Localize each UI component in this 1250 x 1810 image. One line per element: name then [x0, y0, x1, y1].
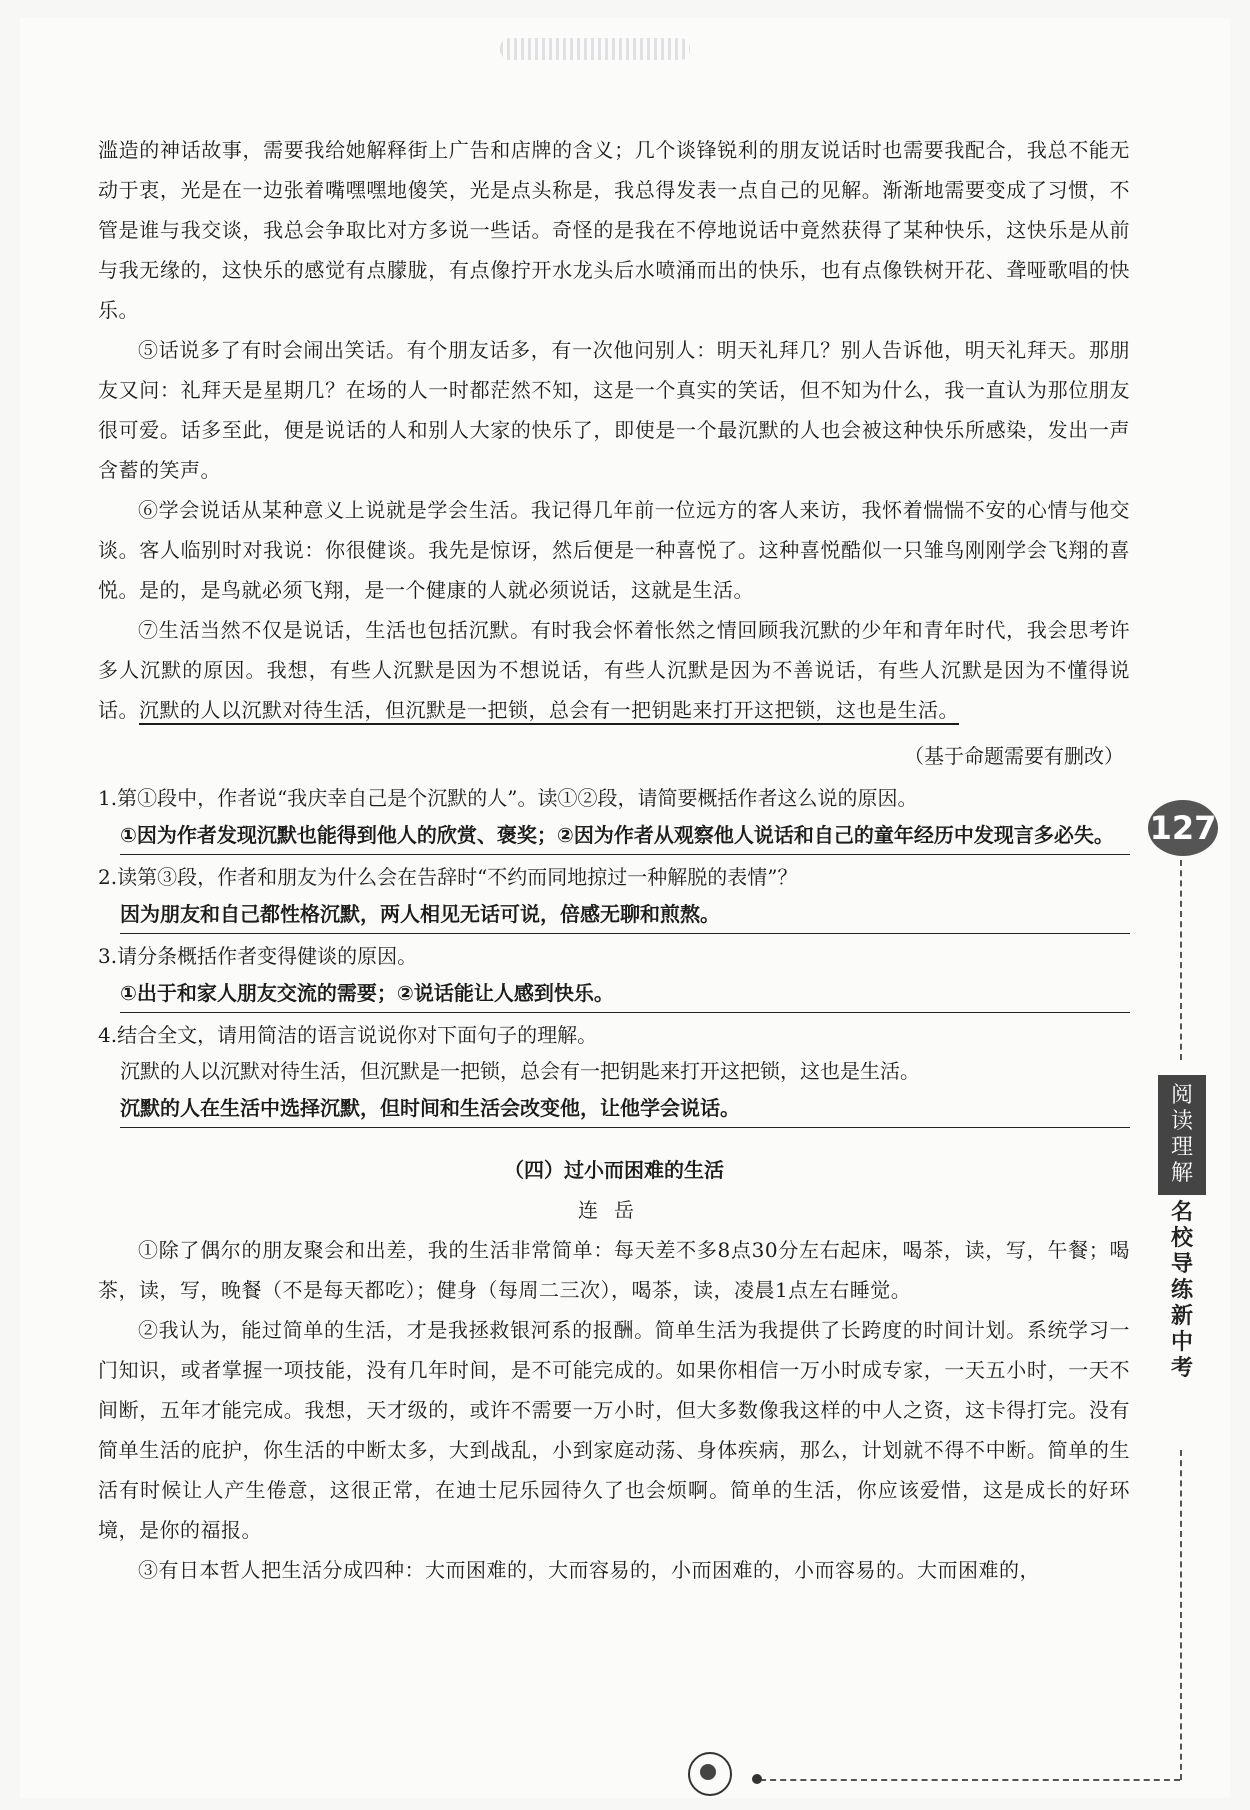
- section-tab-label: 阅读理解: [1170, 1083, 1193, 1186]
- sidebar-dashed-line-lower: [1180, 1450, 1182, 1780]
- sidebar-dashed-line: [1180, 860, 1182, 1060]
- section-author: 连岳: [578, 1198, 650, 1222]
- section-paragraph-3: ③有日本哲人把生活分成四种：大而困难的，大而容易的，小而困难的，小而容易的。大而困难的，: [138, 1558, 1040, 1582]
- publisher-logo-icon: [688, 1752, 732, 1796]
- paragraph-6: ⑥学会说话从某种意义上说就是学会生活。我记得几年前一位远方的客人来访，我怀着惴惴不安的心情与他交谈。客人临别时对我说：你很健谈。我先是惊讶，然后便是一种喜悦了。这种喜悦酷似一只雏鸟刚刚学会飞翔的喜悦。是的，是鸟就必须飞翔，是一个健康的人就必须说话，这就是生活。: [98, 498, 1130, 602]
- answer-4: 沉默的人在生活中选择沉默，但时间和生活会改变他，让他学会说话。: [120, 1089, 1130, 1128]
- question-2: 2.读第③段，作者和朋友为什么会在告辞时“不约而同地掠过一种解脱的表情”？: [98, 865, 798, 889]
- paragraph-7: [98, 610, 1130, 730]
- paragraph-5: ⑤话说多了有时会闹出笑话。有个朋友话多，有一次他问别人：明天礼拜几？别人告诉他，明天礼拜天。那朋友又问：礼拜天是星期几？在场的人一时都茫然不知，这是一个真实的笑话，但不知为什么，我一直认为那位朋友很可爱。话多至此，便是说话的人和别人大家的快乐了，即使是一个最沉默的人也会被这种快乐所感染，发出一声含蓄的笑声。: [98, 338, 1130, 482]
- footer-dashed-line: [760, 1779, 1180, 1781]
- brand-label: [1158, 1200, 1206, 1440]
- section-paragraph-2: ②我认为，能过简单的生活，才是我拯救银河系的报酬。简单生活为我提供了长跨度的时间计划。系统学习一门知识，或者掌握一项技能，没有几年时间，是不可能完成的。如果你相信一万小时成专家，一天五小时，一天不间断，五年才能完成。我想，天才级的，或许不需要一万小时，但大多数像我这样的中人之资，这卡得打完。没有简单生活的庇护，你生活的中断太多，大到战乱，小到家庭动荡、身体疾病，那么，计划就不得不中断。简单的生活有时候让人产生倦意，这很正常，在迪士尼乐园待久了也会烦啊。简单的生活，你应该爱惜，这是成长的好环境，是你的福报。: [98, 1318, 1130, 1542]
- question-4-quote: 沉默的人以沉默对待生活，但沉默是一把锁，总会有一把钥匙来打开这把锁，这也是生活。: [120, 1059, 920, 1083]
- answer-3: ①出于和家人朋友交流的需要；②说话能让人感到快乐。: [120, 974, 1130, 1013]
- answer-1: ①因为作者发现沉默也能得到他人的欣赏、褒奖；②因为作者从观察他人说话和自己的童年经历中发现言多必失。: [120, 816, 1130, 855]
- section-paragraph-1: ①除了偶尔的朋友聚会和出差，我的生活非常简单：每天差不多8点30分左右起床，喝茶，读，写，午餐；喝茶，读，写，晚餐（不是每天都吃）；健身（每周二三次），喝茶，读，凌晨1点左右睡觉。: [98, 1238, 1130, 1302]
- section-tab: [1158, 1075, 1206, 1195]
- question-3: 3.请分条概括作者变得健谈的原因。: [98, 944, 418, 968]
- question-4: 4.结合全文，请用简洁的语言说说你对下面句子的理解。: [98, 1023, 598, 1047]
- section-title: （四）过小而困难的生活: [504, 1158, 724, 1182]
- main-content: [98, 130, 1130, 1590]
- paragraph-7-text: ⑦生活当然不仅是说话，生活也包括沉默。有时我会怀着怅然之情回顾我沉默的少年和青年时代，我会思考许多人沉默的原因。我想，有些人沉默是因为不想说话，有些人沉默是因为不善说话，有些人沉默是因为不懂得说话。: [98, 618, 1130, 722]
- footer-dot: [752, 1774, 762, 1784]
- question-1: 1.第①段中，作者说“我庆幸自己是个沉默的人”。读①②段，请简要概括作者这么说的原因。: [98, 786, 918, 810]
- page-number-badge: 127: [1148, 800, 1218, 856]
- scan-artifact: [500, 38, 690, 60]
- paragraph-continued: 滥造的神话故事，需要我给她解释街上广告和店牌的含义；几个谈锋锐利的朋友说话时也需要我配合，我总不能无动于衷，光是在一边张着嘴嘿嘿地傻笑，光是点头称是，我总得发表一点自己的见解。渐渐地需要变成了习惯，不管是谁与我交谈，我总会争取比对方多说一些话。奇怪的是我在不停地说话中竟然获得了某种快乐，这快乐是从前与我无缘的，这快乐的感觉有点朦胧，有点像拧开水龙头后水喷涌而出的快乐，也有点像铁树开花、聋哑歌唱的快乐。: [98, 138, 1130, 322]
- brand-label-text: 名校导练 新中考: [1170, 1200, 1193, 1381]
- source-note: （基于命题需要有删改）: [904, 744, 1124, 768]
- paragraph-7-underlined: 沉默的人以沉默对待生活，但沉默是一把锁，总会有一把钥匙来打开这把锁，这也是生活。: [139, 698, 959, 722]
- answer-2: 因为朋友和自己都性格沉默，两人相见无话可说，倍感无聊和煎熬。: [120, 895, 1130, 934]
